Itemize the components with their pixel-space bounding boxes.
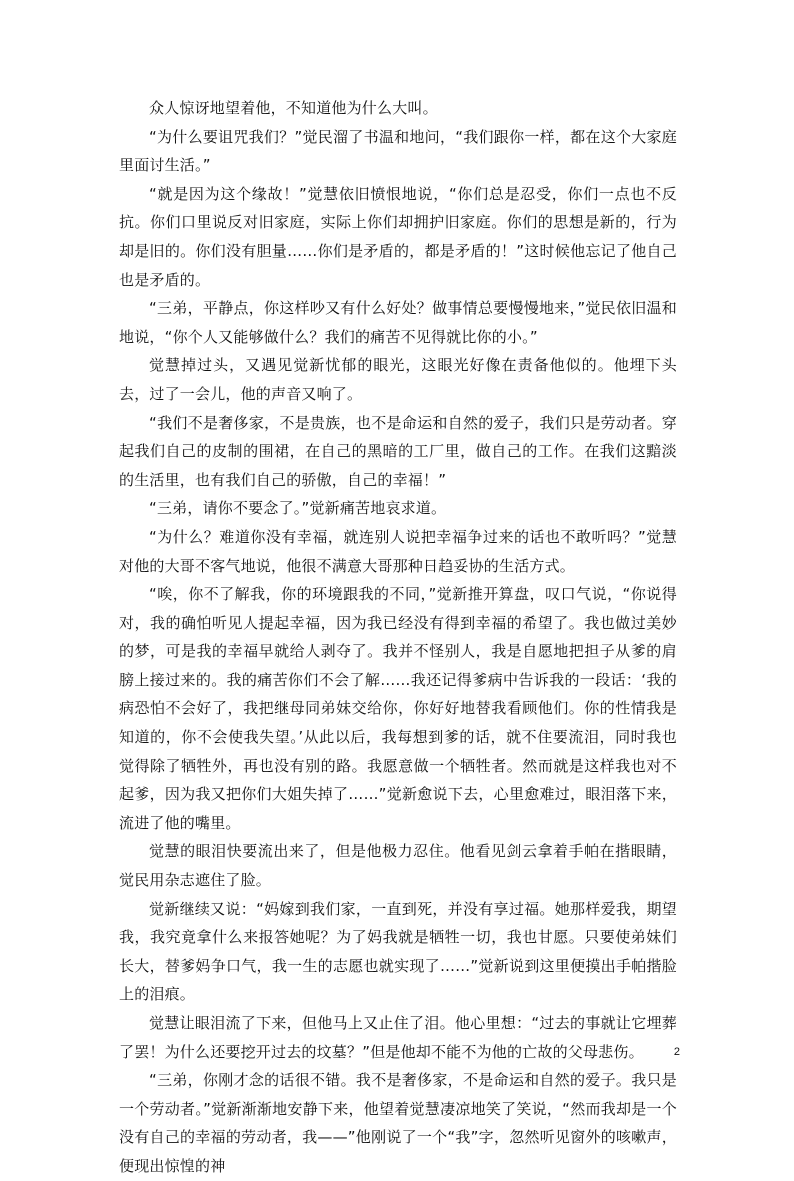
paragraph: “三弟，你刚才念的话很不错。我不是奢侈家，不是命运和自然的爱子。我只是一个劳动者。”觉新渐渐地安静下来，他望着觉慧凄凉地笑了笑说，“然而我却是一个没有自己的幸福的劳动者，我——”他刚说了一个“我”字，忽然听见窗外的咳嗽声，便现出惊惶的神 [119,1071,677,1175]
paragraph: “三弟，平静点，你这样吵又有什么好处？做事情总要慢慢地来，”觉民依旧温和地说，“你个人又能够做什么？我们的痛苦不见得就比你的小。” [119,299,677,346]
paragraph: 觉慧的眼泪快要流出来了，但是他极力忍住。他看见剑云拿着手帕在揩眼睛，觉民用杂志遮住了脸。 [119,842,677,890]
paragraph: “为什么？难道你没有幸福，就连别人说把幸福争过来的话也不敢听吗？”觉慧对他的大哥不客气地说，他很不满意大哥那种日趋妥协的生活方式。 [119,527,677,575]
paragraph: 众人惊讶地望着他，不知道他为什么大叫。 [149,99,438,117]
page-body [119,94,677,1181]
paragraph: “我们不是奢侈家，不是贵族，也不是命运和自然的爱子，我们只是劳动者。穿起我们自己的皮制的围裙，在自己的黑暗的工厂里，做自己的工作。在我们这黯淡的生活里，也有我们自己的骄傲，自己的幸福！” [119,413,677,489]
paragraph: “为什么要诅咒我们？”觉民溜了书温和地问，“我们跟你一样，都在这个大家庭里面讨生活。” [119,127,677,175]
paragraph: 觉新继续又说：“妈嫁到我们家，一直到死，并没有享过福。她那样爱我，期望我，我究竟拿什么来报答她呢？为了妈我就是牺牲一切，我也甘愿。只要使弟妹们长大，替爹妈争口气，我一生的志愿也就实现了……”觉新说到这里便摸出手帕揩脸上的泪痕。 [119,899,677,1004]
paragraph: “三弟，请你不要念了。”觉新痛苦地哀求道。 [149,499,447,518]
paragraph: “就是因为这个缘故！”觉慧依旧愤恨地说，“你们总是忍受，你们一点也不反抗。你们口里说反对旧家庭，实际上你们却拥护旧家庭。你们的思想是新的，行为却是旧的。你们没有胆量……你们是矛盾的，都是矛盾的！”这时候他忘记了他自己也是矛盾的。 [119,184,677,289]
paragraph: 觉慧掉过头，又遇见觉新忧郁的眼光，这眼光好像在责备他似的。他埋下头去，过了一会儿，他的声音又响了。 [119,356,677,403]
paragraph: “唉，你不了解我，你的环境跟我的不同，”觉新推开算盘，叹口气说，“你说得对，我的确怕听见人提起幸福，因为我已经没有得到幸福的希望了。我也做过美妙的梦，可是我的幸福早就给人剥夺了。我并不怪别人，我是自愿地把担子从爹的肩膀上接过来的。我的痛苦你们不会了解……我还记得爹病中告诉我的一段话：‘我的病恐怕不会好了，我把继母同弟妹交给你，你好好地替我看顾他们。你的性情我是知道的，你不会使我失望。’从此以后，我每想到爹的话，就不住要流泪，同时我也觉得除了牺牲外，再也没有别的路。我愿意做一个牺牲者。然而就是这样我也对不起爹，因为我又把你们大姐失掉了……”觉新愈说下去，心里愈难过，眼泪落下来，流进了他的嘴里。 [119,585,677,832]
paragraph: 觉慧让眼泪流了下来，但他马上又止住了泪。他心里想：“过去的事就让它埋葬了罢！为什么还要挖开过去的坟墓？”但是他却不能不为他的亡故的父母悲伤。 [119,1014,677,1061]
page-number: 2 [673,1046,680,1058]
